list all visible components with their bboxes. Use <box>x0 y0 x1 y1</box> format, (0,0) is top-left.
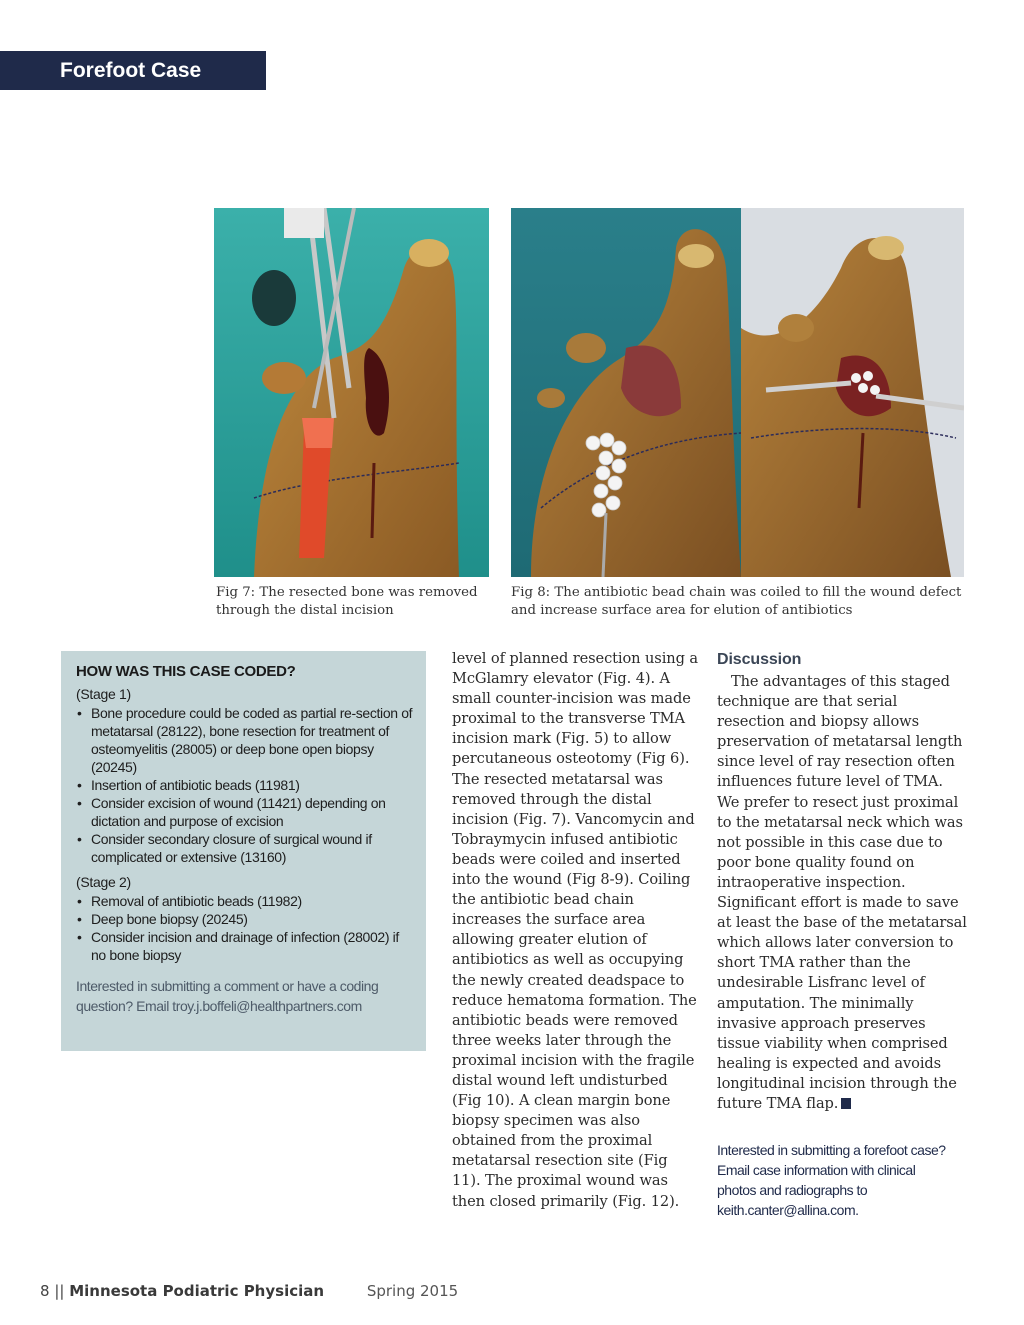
list-item: • Consider excision of wound (11421) depending on dictation and purpose of excision <box>76 794 414 830</box>
discussion-paragraph <box>717 672 967 1114</box>
fig8-illustration <box>511 208 964 577</box>
body-paragraph: level of planned resection using a McGlamry elevator (Fig. 4). A small counter-incision was made proximal to the transverse TMA incision mark (Fig. 5) to allow percutaneous osteotomy (Fig 6). The resected metatarsal was removed through the distal incision (Fig. 7). Vancomycin and Tobraymycin infused antibiotic beads were coiled and inserted into the wound (Fig 8-9). Coiling the antibiotic bead chain increases the surface area allowing greater elution of antibiotics as well as occupying the newly created deadspace to reduce hematoma formation. The antibiotic beads were removed three weeks later through the proximal incision with the fragile distal wound left undisturbed (Fig 10). A clean margin bone biopsy specimen was also obtained from the proximal metatarsal resection site (Fig 11). The proximal wound was then closed primarily (Fig. 12). <box>452 650 698 1210</box>
fig8-caption-line1: Fig 8: The antibiotic bead chain was coiled to fill the wound defect <box>511 585 962 600</box>
forefoot-contact-note: Interested in submitting a forefoot case? Email case information with clinical photos and radiographs to keith.canter@allina.com. <box>717 1142 946 1218</box>
publication-name: Minnesota Podiatric Physician <box>69 1282 325 1300</box>
footer-separator: || <box>54 1282 65 1300</box>
list-item: • Removal of antibiotic beads (11982) <box>76 892 414 910</box>
fig7-caption <box>216 584 506 620</box>
fig7-caption-line2: through the distal incision <box>216 603 394 618</box>
discussion-heading: Discussion <box>717 651 802 668</box>
body-column-2 <box>717 650 967 1114</box>
list-item: • Consider incision and drainage of infection (28002) if no bone biopsy <box>76 928 414 964</box>
list-item: • Deep bone biopsy (20245) <box>76 910 414 928</box>
section-banner <box>0 51 266 90</box>
fig7-caption-line1: Fig 7: The resected bone was removed <box>216 585 478 600</box>
page-footer <box>40 1282 458 1300</box>
fig7-illustration <box>214 208 489 577</box>
section-label: Forefoot Case <box>60 59 202 82</box>
fig8-caption-line2: and increase surface area for elution of antibiotics <box>511 603 853 618</box>
list-item: • Consider secondary closure of surgical wound if complicated or extensive (13160) <box>76 830 414 866</box>
fig7-photo <box>214 208 489 577</box>
stage2-list <box>76 892 414 964</box>
stage2-label: (Stage 2) <box>76 874 131 890</box>
discussion-text: The advantages of this staged technique are that serial resection and biopsy allows preservation of metatarsal length since level of ray resection often influences future level of TMA. We prefer to resect just proximal to the metatarsal neck which was not possible in this case due to poor bone quality found on intraoperative inspection. Significant effort is made to save at least the base of the metatarsal which allows later conversion to short TMA rather than the undesirable Lisfranc level of amputation. The minimally invasive approach preserves tissue viability when comprised healing is expected and avoids longitudinal incision through the future TMA flap. <box>717 673 967 1112</box>
end-of-article-icon <box>841 1098 851 1109</box>
list-item: • Insertion of antibiotic beads (11981) <box>76 776 414 794</box>
sidebar-contact-note: Interested in submitting a comment or have a coding question? Email troy.j.boffeli@healthpartners.com <box>76 978 379 1014</box>
issue-date: Spring 2015 <box>366 1282 459 1300</box>
list-item: • Bone procedure could be coded as partial re-section of metatarsal (28122), bone resection for treatment of osteomyelitis (28005) or deep bone open biopsy (20245) <box>76 704 414 776</box>
stage1-label: (Stage 1) <box>76 686 131 702</box>
coding-sidebar <box>61 651 426 1051</box>
fig8-photo <box>511 208 964 577</box>
stage1-list <box>76 704 414 866</box>
body-column-1 <box>452 649 698 1212</box>
page-number: 8 <box>40 1282 50 1300</box>
fig8-caption <box>511 584 971 620</box>
sidebar-title: HOW WAS THIS CASE CODED? <box>76 663 296 680</box>
